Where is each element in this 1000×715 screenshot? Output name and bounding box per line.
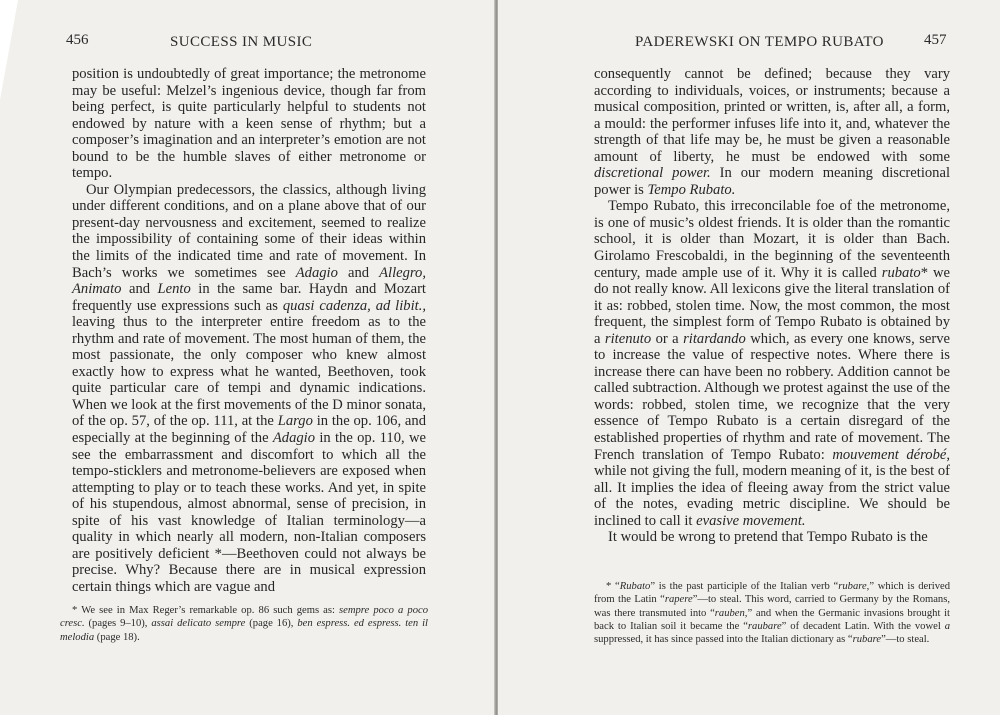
left-page <box>0 0 495 715</box>
text-run: In our modern meaning discretional power is <box>594 165 950 198</box>
text-run: ritardando <box>683 330 746 347</box>
text-run: Allegro, Animato <box>72 264 426 298</box>
paragraph <box>594 198 950 529</box>
text-run: Rubato <box>619 581 651 592</box>
text-run: rubare <box>852 634 882 646</box>
text-run: * we do not really know. All lexicons give the literal translation of it as: robbed, stolen time. Now, the most common, the most frequent, the simplest form of Tempo Rubato is obtained by a <box>594 264 951 347</box>
text-run: (page 18). <box>94 631 140 643</box>
text-run: and <box>121 281 158 298</box>
text-run: ben espress. ed espress. ten il melodia <box>60 618 428 643</box>
footnote-text <box>60 604 428 644</box>
text-run: mouvement dérobé, <box>832 446 950 463</box>
text-run: quasi cadenza, ad libit., <box>282 297 426 314</box>
text-run: suppressed, it has since passed into the Italian dictionary as “ <box>594 634 853 646</box>
left-body-text <box>72 66 426 596</box>
text-run: rauben, <box>714 607 748 619</box>
text-run: or a <box>651 330 684 347</box>
text-run: ” is the past participle of the Italian verb “ <box>650 581 839 592</box>
text-run: ” which is derived from the Latin “ <box>594 581 950 606</box>
text-run: consequently cannot be defined; because they vary according to individuals, voices, or instruments; because a musical composition, printed or written, is, after all, a form, a mould: the performer infuses life into it, and, whatever the strength of that life may be, he must be given a reasonable amount of liberty, he must be endowed with some <box>594 66 950 165</box>
page-number: 456 <box>66 32 89 48</box>
text-run: sempre poco a poco cresc. <box>60 605 428 630</box>
torn-corner <box>0 0 18 100</box>
text-run: a <box>944 620 950 632</box>
running-head: SUCCESS IN MUSIC <box>170 34 313 50</box>
text-run: ” and when the Germanic invasions brought it back to Italian soil it became the “ <box>594 607 950 632</box>
text-run: assai delicato sempre <box>151 618 246 630</box>
text-run: raubare <box>747 620 782 632</box>
text-run: * “ <box>606 581 620 592</box>
text-run: Lento <box>157 281 191 298</box>
paragraph <box>72 182 426 596</box>
text-run: It would be wrong to pretend that Tempo Rubato is the <box>608 529 928 546</box>
footnote-text <box>594 580 950 646</box>
text-run: in the same bar. Haydn and Mozart frequently use expressions such as <box>72 281 426 314</box>
text-run: ritenuto <box>604 330 652 347</box>
text-run: in the op. 110, we see the embarrassment and discomfort to which all the tempo-sticklers and metronome-believers are exposed when attempting to play or to teach these works. And yet, in spite of his stupendous, almost abnormal, sense of precision, in spite of his vast knowledge of Italian terminology—a quality in which nearly all modern, non-Italian composers are positively deficient *—Beethoven could not always be precise. Why? Because there are in musical expression certain things which are vague and <box>72 430 426 595</box>
text-run: * We see in Max Reger’s remarkable op. 86 such gems as: <box>72 605 340 616</box>
text-run: evasive movement. <box>696 512 806 529</box>
paragraph <box>594 66 950 198</box>
text-run: rubato <box>881 264 921 281</box>
text-run: ”—to steal. <box>881 634 930 646</box>
text-run: in the op. 106, and especially at the beginning of the <box>72 413 427 447</box>
right-footnote <box>594 580 950 646</box>
running-head: PADEREWSKI ON TEMPO RUBATO <box>635 34 884 50</box>
text-run: leaving thus to the interpreter entire freedom as to the rhythm and rate of movement. The most human of them, the most passionate, the only composer who knew almost exactly how to express what he wanted, Beethoven, took quite particular care of tempi and dynamic indications. When we look at the first movements of the D minor sonata, of the op. 57, of the op. 111, at the <box>72 314 426 430</box>
paragraph <box>594 529 950 546</box>
text-run: which, as every one knows, serve to increase the value of respective notes. Where there is increase there can have been no robbery. Addition cannot be called subtraction. Although we protest against the use of the words: robbed, stolen time, we recognize that the very essence of Tempo Rubato is a certain disregard of the established properties of rhythm and rate of movement. The French translation of Tempo Rubato: <box>594 330 950 463</box>
text-run: Tempo Rubato. <box>647 181 736 198</box>
right-body-text <box>594 66 950 546</box>
text-run: (page 16), <box>245 618 298 630</box>
page-number: 457 <box>924 32 947 48</box>
text-run: rubare, <box>838 581 870 592</box>
text-run: Tempo Rubato, this irreconcilable foe of the metronome, is one of music’s oldest friends. It is older than the romantic school, it is older than Mozart, it is older than Bach. Girolamo Frescobaldi, in the beginning of the seventeenth century, made ample use of it. Why it is called <box>594 198 950 281</box>
text-run: Adagio <box>272 430 316 447</box>
text-run: Adagio <box>295 264 338 281</box>
text-run: rapere <box>664 594 693 606</box>
text-run: discretional power. <box>594 165 711 182</box>
text-run: ” of decadent Latin. With the vowel <box>781 620 945 632</box>
text-run: ”—to steal. This word, carried to Germany by the Romans, was there transmuted into “ <box>594 594 950 619</box>
text-run: Largo <box>277 413 313 430</box>
text-run: (pages 9–10), <box>84 618 152 630</box>
right-page <box>498 0 1000 715</box>
paragraph <box>72 66 426 182</box>
text-run: Our Olympian predecessors, the classics, although living under different conditions, and on a plane above that of our present-day nervousness and excitement, seemed to realize the impossibility of containing some of their ideas within the limits of the indicated time and rate of movement. In Bach’s works we sometimes see <box>72 181 426 281</box>
text-run: while not giving the full, modern meaning of it, is the best of all. It implies the idea of fleeing away from the strict value of the notes, evading metric discipline. We should be inclined to call it <box>594 463 950 529</box>
text-run: position is undoubtedly of great importance; the metronome may be useful: Melzel’s ingenious device, though far from being perfect, is quite particularly helpful to students not endowed by nature with a keen sense of rhythm; but a composer’s imagination and an interpreter’s emotion are not bound to be the humble slaves of either metronome or tempo. <box>72 66 426 182</box>
left-footnote <box>60 604 428 644</box>
text-run: and <box>337 264 380 281</box>
